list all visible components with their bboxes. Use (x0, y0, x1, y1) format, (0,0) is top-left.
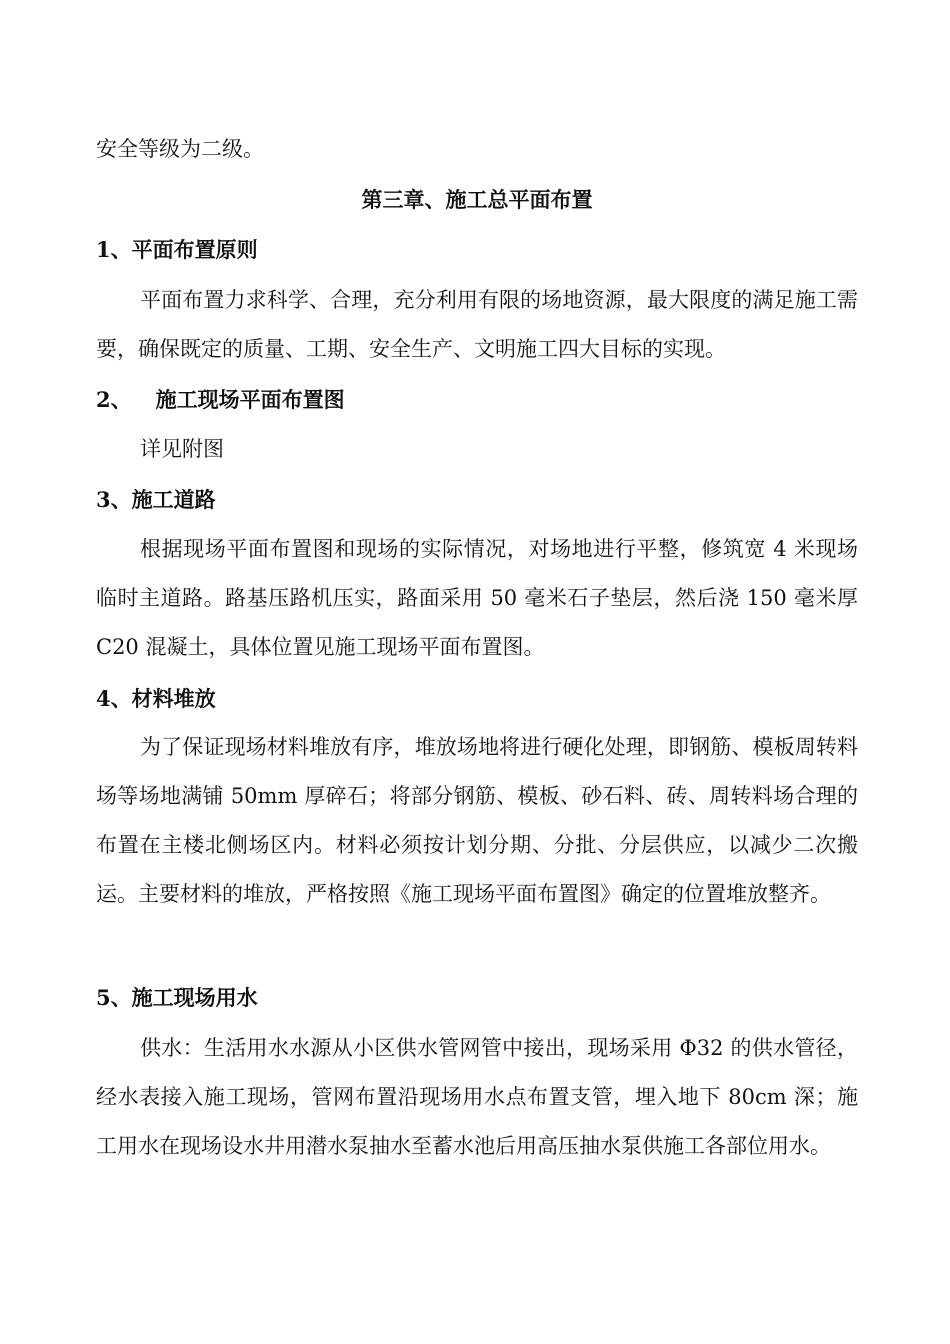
section-body-5: 供水：生活用水水源从小区供水管网管中接出，现场采用 Φ32 的供水管径，经水表接入施工现场，管网布置沿现场用水点布置支管，埋入地下 80cm 深；施工用水在现场设水井用潜水泵抽水至蓄水池后用高压抽水泵供施工各部位用水。 (96, 1036, 858, 1158)
section-number: 1、 (96, 237, 132, 262)
section-body-3: 根据现场平面布置图和现场的实际情况，对场地进行平整，修筑宽 4 米现场临时主道路。路基压路机压实，路面采用 50 毫米石子垫层，然后浇 150 毫米厚 C20 混凝土，具体位置见施工现场平面布置图。 (96, 537, 858, 659)
section-number: 3、 (96, 487, 132, 512)
section-heading-5 (96, 983, 258, 1013)
section-number: 4、 (96, 686, 132, 711)
section-heading-1 (96, 235, 258, 265)
section-heading-2 (96, 385, 345, 415)
section-heading-4 (96, 684, 216, 714)
section-body-2: 详见附图 (140, 437, 224, 461)
section-heading-3 (96, 485, 216, 515)
section-title: 材料堆放 (131, 686, 216, 711)
continued-text: 安全等级为二级。 (96, 137, 264, 161)
section-title: 平面布置原则 (131, 237, 258, 262)
section-number: 5、 (96, 985, 132, 1010)
section-number: 2、 (96, 387, 132, 412)
section-title: 施工道路 (131, 487, 216, 512)
chapter-title: 第三章、施工总平面布置 (361, 187, 593, 212)
section-title: 施工现场用水 (131, 985, 258, 1010)
section-title: 施工现场平面布置图 (155, 387, 345, 412)
section-body-1: 平面布置力求科学、合理，充分利用有限的场地资源，最大限度的满足施工需要，确保既定的质量、工期、安全生产、文明施工四大目标的实现。 (96, 288, 858, 361)
section-body-4: 为了保证现场材料堆放有序，堆放场地将进行硬化处理，即钢筋、模板周转料场等场地满铺 50mm 厚碎石；将部分钢筋、模板、砂石料、砖、周转料场合理的布置在主楼北侧场区内。材料必须按计划分期、分批、分层供应，以减少二次搬运。主要材料的堆放，严格按照《施工现场平面布置图》确定的位置堆放整齐。 (96, 735, 858, 906)
